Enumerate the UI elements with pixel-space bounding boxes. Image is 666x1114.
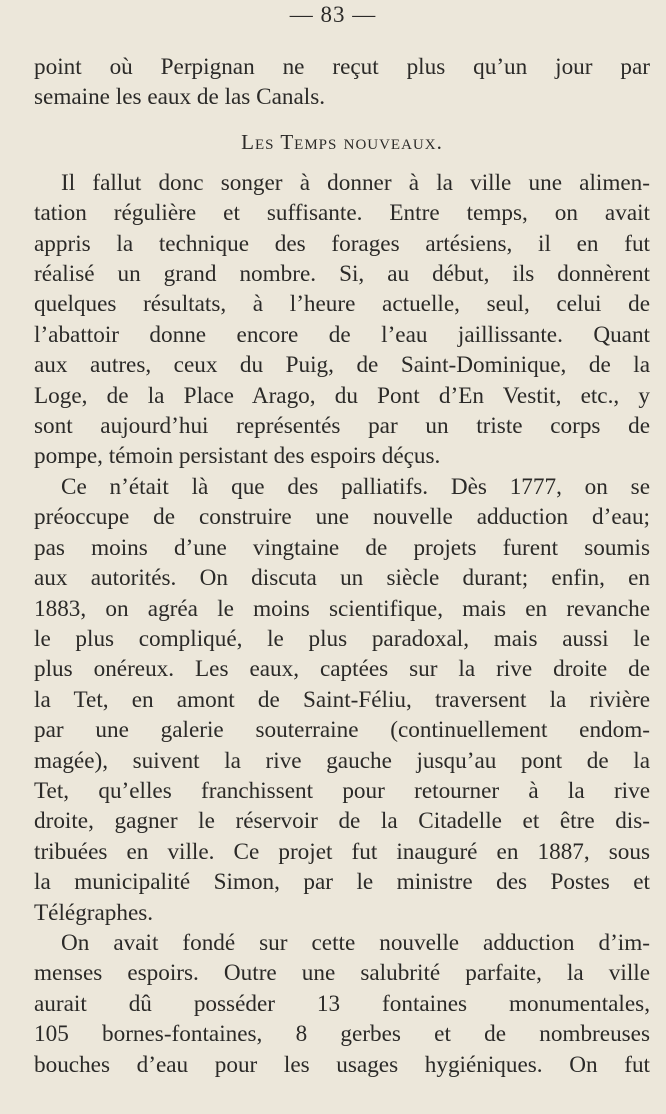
- paragraph-3: [34, 928, 650, 1080]
- text-line: le plus compliqué, le plus paradoxal, mais aussi le: [34, 625, 650, 652]
- text-line: pas moins d’une vingtaine de projets furent soumis: [34, 534, 650, 561]
- text-line: menses espoirs. Outre une salubrité parfaite, la ville: [34, 960, 650, 987]
- text-line: quelques résultats, à l’heure actuelle, seul, celui de: [34, 291, 650, 318]
- paragraph-intro: [34, 52, 650, 113]
- text-line: appris la technique des forages artésiens, il en fut: [34, 230, 650, 257]
- text-line: réalisé un grand nombre. Si, au début, ils donnèrent: [34, 261, 650, 288]
- text-line: 1883, on agréa le moins scientifique, mais en revanche: [34, 595, 650, 622]
- paragraph-2: [34, 472, 650, 928]
- text-line: la municipalité Simon, par le ministre des Postes et: [34, 869, 650, 896]
- text-line: aux autorités. On discuta un siècle durant; enfin, en: [34, 565, 650, 592]
- text-line: On avait fondé sur cette nouvelle adduction d’im-: [61, 929, 650, 956]
- text-line: tation régulière et suffisante. Entre temps, on avait: [34, 200, 650, 227]
- text-line: par une galerie souterraine (continuellement endom-: [34, 717, 650, 744]
- text-body: [34, 52, 650, 1080]
- text-line: Loge, de la Place Arago, du Pont d’En Vestit, etc., y: [34, 382, 650, 409]
- text-line: point où Perpignan ne reçut plus qu’un jour par: [34, 54, 650, 80]
- text-line: magée), suivent la rive gauche jusqu’au pont de la: [34, 747, 650, 774]
- text-line: pompe, témoin persistant des espoirs déçus.: [34, 443, 441, 470]
- text-line: Télégraphes.: [34, 899, 154, 926]
- text-line: droite, gagner le réservoir de la Citadelle et être dis-: [34, 808, 650, 835]
- paragraph-1: [34, 168, 650, 472]
- text-line: Ce n’était là que des palliatifs. Dès 1777, on se: [61, 473, 650, 500]
- text-line: aux autres, ceux du Puig, de Saint-Dominique, de la: [34, 352, 650, 379]
- section-heading: [34, 127, 650, 157]
- section-heading-text: Les Temps nouveaux.: [241, 129, 443, 154]
- text-line: la Tet, en amont de Saint-Féliu, traversent la rivière: [34, 686, 650, 713]
- page-number: — 83 —: [289, 2, 377, 27]
- text-line: sont aujourd’hui représentés par un triste corps de: [34, 413, 650, 440]
- text-line: préoccupe de construire une nouvelle adduction d’eau;: [34, 504, 650, 531]
- text-line: Tet, qu’elles franchissent pour retourner à la rive: [34, 777, 650, 804]
- text-line: plus onéreux. Les eaux, captées sur la rive droite de: [34, 656, 650, 683]
- text-line: aurait dû posséder 13 fontaines monumentales,: [34, 990, 650, 1017]
- text-line: Il fallut donc songer à donner à la ville une alimen-: [61, 169, 650, 196]
- text-line: 105 bornes-fontaines, 8 gerbes et de nombreuses: [34, 1021, 650, 1048]
- text-line: tribuées en ville. Ce projet fut inauguré en 1887, sous: [34, 838, 650, 865]
- text-line: l’abattoir donne encore de l’eau jaillissante. Quant: [34, 321, 650, 348]
- text-line: semaine les eaux de las Canals.: [34, 84, 326, 111]
- text-line: bouches d’eau pour les usages hygiéniques. On fut: [34, 1051, 650, 1078]
